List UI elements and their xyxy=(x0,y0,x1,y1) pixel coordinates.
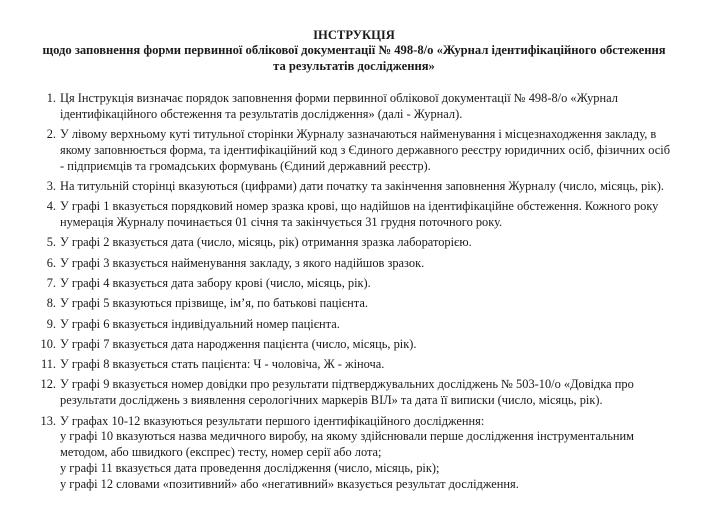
list-item xyxy=(32,276,676,292)
item-number: 3. xyxy=(46,178,56,193)
item-number: 1. xyxy=(46,91,56,105)
list-item xyxy=(32,377,676,409)
list-item xyxy=(32,414,676,493)
item-line: у графі 11 вказується дата проведення дослідження (число, місяць, рік); xyxy=(60,460,440,475)
item-number: 7. xyxy=(46,275,56,290)
item-line: у графі 12 словами «позитивний» або «негативний» вказується результат дослідження. xyxy=(60,476,519,491)
item-line: у графі 10 вказуються назва медичного виробу, на якому здійснювали перше дослідження інструментальним методом, або швидкого (експрес) тесту, номер серії або лота; xyxy=(60,429,634,460)
item-number: 8. xyxy=(46,296,56,311)
item-number: 12. xyxy=(40,377,56,392)
item-number: 11. xyxy=(40,357,56,372)
list-item xyxy=(32,357,676,373)
instruction-list xyxy=(32,91,676,493)
item-text: У графі 9 вказується номер довідки про результати підтверджувальних досліджень № 503-10/о «Довідка про результати досліджень з виявлення серологічних маркерів ВІЛ» та дата її виписки (число, місяць, рік). xyxy=(60,377,634,408)
document-subtitle: щодо заповнення форми первинної облікової документації № 498-8/о «Журнал ідентифікаційного обстеження та результатів дослідження» xyxy=(42,43,666,73)
item-text: На титульній сторінці вказуються (цифрами) дати початку та закінчення заповнення Журналу (число, місяць, рік). xyxy=(60,178,664,193)
item-text: Ця Інструкція визначає порядок заповнення форми первинної облікової документації № 498-8/о «Журнал ідентифікаційного обстеження та результатів дослідження» (далі - Журнал). xyxy=(60,91,618,121)
list-item xyxy=(32,127,676,174)
list-item xyxy=(32,235,676,251)
item-number: 13. xyxy=(40,413,56,428)
item-text: У графі 2 вказується дата (число, місяць, рік) отримання зразка лабораторією. xyxy=(60,235,472,250)
list-item xyxy=(32,91,676,123)
item-text: У графі 7 вказується дата народження пацієнта (число, місяць, рік). xyxy=(60,336,417,351)
list-item xyxy=(32,296,676,312)
item-text: У графі 5 вказуються прізвище, ім’я, по батькові пацієнта. xyxy=(60,296,368,311)
item-number: 9. xyxy=(46,316,56,331)
list-item xyxy=(32,199,676,231)
item-text: У графі 3 вказується найменування закладу, з якого надійшов зразок. xyxy=(60,255,425,270)
item-number: 6. xyxy=(46,255,56,270)
list-item xyxy=(32,337,676,353)
item-number: 5. xyxy=(46,235,56,250)
item-line: У графах 10-12 вказуються результати першого ідентифікаційного дослідження: xyxy=(60,413,485,428)
item-text: У графі 4 вказується дата забору крові (число, місяць, рік). xyxy=(60,275,371,290)
document-title: ІНСТРУКЦІЯ xyxy=(313,28,395,42)
item-number: 4. xyxy=(46,199,56,214)
item-text: У графі 8 вказується стать пацієнта: Ч - чоловіча, Ж - жіноча. xyxy=(60,357,385,372)
item-text: У графі 6 вказується індивідуальний номер пацієнта. xyxy=(60,316,340,331)
list-item xyxy=(32,179,676,195)
list-item xyxy=(32,256,676,272)
item-number: 2. xyxy=(46,127,56,142)
item-text: У графі 1 вказується порядковий номер зразка крові, що надійшов на ідентифікаційне обстеження. Кожного року нумерація Журналу починається 01 січня та закінчується 31 грудня поточного року. xyxy=(60,199,659,230)
item-text: У лівому верхньому куті титульної сторінки Журналу зазначаються найменування і місцезнаходження закладу, в якому заповнюється форма, та ідентифікаційний код з Єдиного державного реєстру юридичних осіб, фізичних осіб - підприємців та громадських формувань (Єдиний державний реєстр). xyxy=(60,127,671,173)
item-text xyxy=(60,414,676,493)
item-number: 10. xyxy=(40,336,56,351)
list-item xyxy=(32,317,676,333)
